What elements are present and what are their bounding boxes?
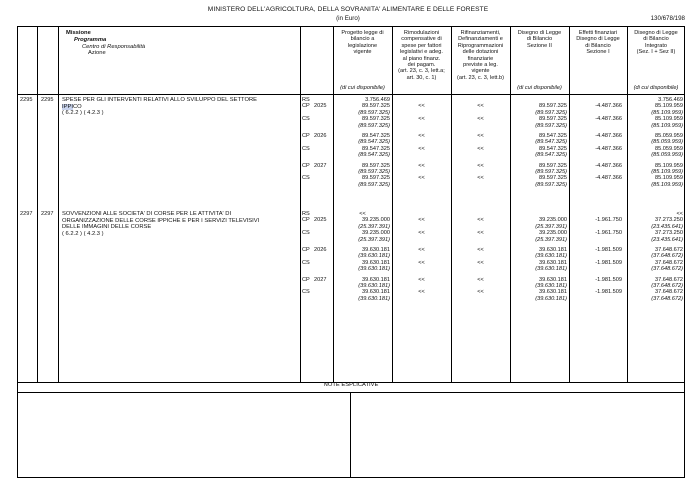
available-cell: (85.059.959): [651, 152, 683, 159]
available-cell: (37.648.672): [651, 253, 683, 260]
value-cell: <<: [418, 289, 425, 296]
available-cell: (39.630.181): [535, 253, 567, 260]
value-cell: 37.273.250: [655, 230, 683, 237]
value-cell: 3.756.469: [365, 97, 390, 103]
value-cell: 89.597.325: [362, 175, 390, 182]
row-type-label: RS: [302, 97, 310, 103]
value-cell: 89.547.325: [539, 133, 567, 139]
value-cell: 85.059.959: [655, 145, 683, 152]
value-cell: <<: [418, 145, 425, 152]
value-cell: <<: [418, 247, 425, 253]
row-type-label: CP: [302, 162, 310, 169]
available-cell: (39.630.181): [535, 295, 567, 302]
available-cell: (25.397.391): [358, 223, 390, 230]
available-cell: (39.630.181): [535, 266, 567, 273]
value-cell: 85.059.959: [655, 133, 683, 139]
value-cell: <<: [418, 259, 425, 266]
value-cell: 85.109.959: [655, 175, 683, 182]
value-cell: <<: [477, 289, 484, 296]
available-cell: (85.059.959): [651, 139, 683, 146]
value-cell: <<: [477, 276, 484, 283]
available-cell: (89.597.325): [358, 109, 390, 116]
value-cell: -1.981.509: [595, 247, 622, 253]
available-cell: (89.597.325): [358, 169, 390, 175]
value-cell: 89.597.325: [539, 162, 567, 169]
value-cell: 39.630.181: [539, 259, 567, 266]
value-cell: 39.630.181: [362, 289, 390, 296]
available-cell: (25.397.391): [358, 236, 390, 243]
value-cell: 89.597.325: [539, 116, 567, 123]
value-cell: 37.648.672: [655, 259, 683, 266]
notes-divider: [17, 392, 685, 393]
available-cell: (89.597.325): [358, 181, 390, 188]
col-divider: [510, 26, 511, 382]
col-divider: [37, 26, 38, 382]
col-divider: [333, 26, 334, 382]
value-cell: <<: [477, 162, 484, 169]
value-cell: -4.487.366: [595, 133, 622, 139]
value-cell: -4.487.366: [595, 175, 622, 182]
year-label: 2025: [314, 103, 327, 110]
available-cell: (39.630.181): [358, 266, 390, 273]
value-cell: 39.630.181: [539, 276, 567, 283]
value-cell: -4.487.366: [595, 145, 622, 152]
value-cell: <<: [418, 175, 425, 182]
value-cell: 89.597.325: [362, 162, 390, 169]
available-cell: (85.109.959): [651, 109, 683, 116]
value-cell: 85.109.959: [655, 116, 683, 123]
available-cell: (89.547.325): [535, 152, 567, 159]
available-cell: (37.648.672): [651, 295, 683, 302]
row-type-label: CS: [302, 230, 310, 237]
chapter-description: SPESE PER GLI INTERVENTI RELATIVI ALLO SVILUPPO DEL SETTORE IPPICO ( 6.2.2 ) ( 4.2.3 ): [62, 97, 258, 117]
value-cell: 39.235.000: [539, 217, 567, 224]
currency-unit: (in Euro): [336, 15, 360, 22]
value-cell: 39.630.181: [362, 247, 390, 253]
available-cell: (37.648.672): [651, 266, 683, 273]
available-cell: (85.109.959): [651, 181, 683, 188]
chapter-description: SOVVENZIONI ALLE SOCIETA' DI CORSE PER LE ATTIVITA' DI ORGANIZZAZIONE DELLE CORSE IPPICHE E PER I SERVIZI TELEVISIVI DELLE IMMAGINI DELLE CORSE ( 6.2.2 ) ( 4.2.3 ): [62, 211, 260, 237]
col-header-rifinanziamenti: Rifinanziamenti, Definanziamenti e Riprogrammazioni delle dotazioni finanziarie previste a leg. vigente (art. 23, c. 3, lett.b): [457, 30, 504, 81]
page-reference: 130/678/198: [650, 15, 685, 22]
value-cell: 39.630.181: [539, 247, 567, 253]
value-cell: 89.547.325: [539, 145, 567, 152]
year-label: 2027: [314, 162, 327, 169]
notes-col-divider: [350, 392, 351, 478]
available-cell: (85.109.959): [651, 122, 683, 129]
available-cell: (85.109.959): [651, 169, 683, 175]
value-cell: 39.630.181: [362, 259, 390, 266]
value-cell: -4.487.366: [595, 116, 622, 123]
highlighted-text: IPPI: [62, 103, 73, 110]
available-cell: (25.397.391): [535, 223, 567, 230]
chapter-code: 2297: [41, 211, 54, 217]
row-type-label: CS: [302, 175, 310, 182]
row-type-label: CP: [302, 103, 310, 110]
chapter-code: 2295: [41, 97, 54, 103]
row-type-label: CS: [302, 289, 310, 296]
row-type-label: CP: [302, 133, 310, 139]
col-divider: [627, 26, 628, 382]
value-cell: 39.235.000: [362, 217, 390, 224]
col-divider: [569, 26, 570, 382]
value-cell: -1.981.509: [595, 276, 622, 283]
value-cell: <<: [477, 230, 484, 237]
mission-header: Missione Programma Centro di Responsabilità Azione: [66, 30, 146, 57]
value-cell: 85.109.959: [655, 162, 683, 169]
value-cell: <<: [418, 162, 425, 169]
notes-title: NOTE ESPLICATIVE: [323, 382, 379, 388]
value-cell: 39.630.181: [539, 289, 567, 296]
row-type-label: CS: [302, 116, 310, 123]
value-cell: -1.981.509: [595, 259, 622, 266]
value-cell: <<: [418, 230, 425, 237]
chapter-code: 2295: [20, 97, 33, 103]
col-header-rimodulazioni: Rimodulazioni compensative di spese per fattori legislativi e adeg. al piano finanz. dei pagam. (art. 23, c. 3, lett.a; art. 30, c. 1): [398, 30, 445, 81]
col-divider: [58, 26, 59, 382]
value-cell: <<: [359, 211, 366, 217]
value-cell: 39.630.181: [362, 276, 390, 283]
col-header-legislation: Progetto legge di bilancio a legislazione vigente (di cui disponibile): [340, 30, 385, 91]
value-cell: <<: [418, 116, 425, 123]
value-cell: 85.109.959: [655, 103, 683, 110]
available-cell: (89.547.325): [535, 139, 567, 146]
available-cell: (39.630.181): [535, 283, 567, 289]
value-cell: <<: [477, 103, 484, 110]
ministry-title: MINISTERO DELL'AGRICOLTURA, DELLA SOVRANITA' ALIMENTARE E DELLE FORESTE: [207, 6, 489, 13]
year-label: 2027: [314, 276, 327, 283]
row-type-label: CS: [302, 145, 310, 152]
value-cell: <<: [418, 276, 425, 283]
available-cell: (39.630.181): [358, 253, 390, 260]
value-cell: <<: [477, 175, 484, 182]
available-cell: (89.597.325): [535, 109, 567, 116]
available-cell: (89.597.325): [535, 122, 567, 129]
col-header-integrato: Disegno di Legge di Bilancio Integrato (Sez. I + Sez II) (di cui disponibile): [633, 30, 679, 91]
value-cell: 3.756.469: [658, 97, 683, 103]
value-cell: <<: [477, 116, 484, 123]
value-cell: 89.597.325: [539, 175, 567, 182]
row-type-label: CP: [302, 217, 310, 224]
value-cell: 39.235.000: [539, 230, 567, 237]
value-cell: -4.487.366: [595, 103, 622, 110]
year-label: 2026: [314, 247, 327, 253]
value-cell: <<: [477, 217, 484, 224]
row-type-label: CS: [302, 259, 310, 266]
value-cell: <<: [477, 259, 484, 266]
value-cell: 37.273.250: [655, 217, 683, 224]
value-cell: 37.648.672: [655, 247, 683, 253]
value-cell: <<: [418, 217, 425, 224]
value-cell: -1.981.509: [595, 289, 622, 296]
value-cell: 89.597.325: [362, 103, 390, 110]
value-cell: <<: [477, 133, 484, 139]
value-cell: <<: [418, 133, 425, 139]
col-header-sezione-i: Effetti finanziari Disegno di Legge di Bilancio Sezione I: [576, 30, 620, 56]
row-type-label: CP: [302, 247, 310, 253]
col-divider: [300, 26, 301, 382]
value-cell: 89.597.325: [539, 103, 567, 110]
value-cell: <<: [477, 247, 484, 253]
value-cell: <<: [676, 211, 683, 217]
value-cell: -1.961.750: [595, 217, 622, 224]
row-type-label: CP: [302, 276, 310, 283]
available-cell: (89.597.325): [535, 181, 567, 188]
available-cell: (89.547.325): [358, 139, 390, 146]
value-cell: 89.547.325: [362, 133, 390, 139]
value-cell: <<: [477, 145, 484, 152]
available-cell: (23.435.641): [651, 236, 683, 243]
value-cell: <<: [418, 103, 425, 110]
value-cell: 37.648.672: [655, 289, 683, 296]
available-cell: (39.630.181): [358, 283, 390, 289]
col-header-sezione-ii: Disegno di Legge di Bilancio Sezione II (di cui disponibile): [517, 30, 562, 91]
value-cell: -1.961.750: [595, 230, 622, 237]
available-cell: (89.597.325): [535, 169, 567, 175]
available-cell: (37.648.672): [651, 283, 683, 289]
year-label: 2025: [314, 217, 327, 224]
value-cell: 89.547.325: [362, 145, 390, 152]
header-divider: [17, 94, 685, 95]
available-cell: (23.435.641): [651, 223, 683, 230]
chapter-code: 2297: [20, 211, 33, 217]
available-cell: (89.597.325): [358, 122, 390, 129]
row-type-label: RS: [302, 211, 310, 217]
value-cell: 89.597.325: [362, 116, 390, 123]
available-cell: (25.397.391): [535, 236, 567, 243]
available-cell: (89.547.325): [358, 152, 390, 159]
available-cell: (39.630.181): [358, 295, 390, 302]
value-cell: 39.235.000: [362, 230, 390, 237]
value-cell: -4.487.366: [595, 162, 622, 169]
value-cell: 37.648.672: [655, 276, 683, 283]
year-label: 2026: [314, 133, 327, 139]
